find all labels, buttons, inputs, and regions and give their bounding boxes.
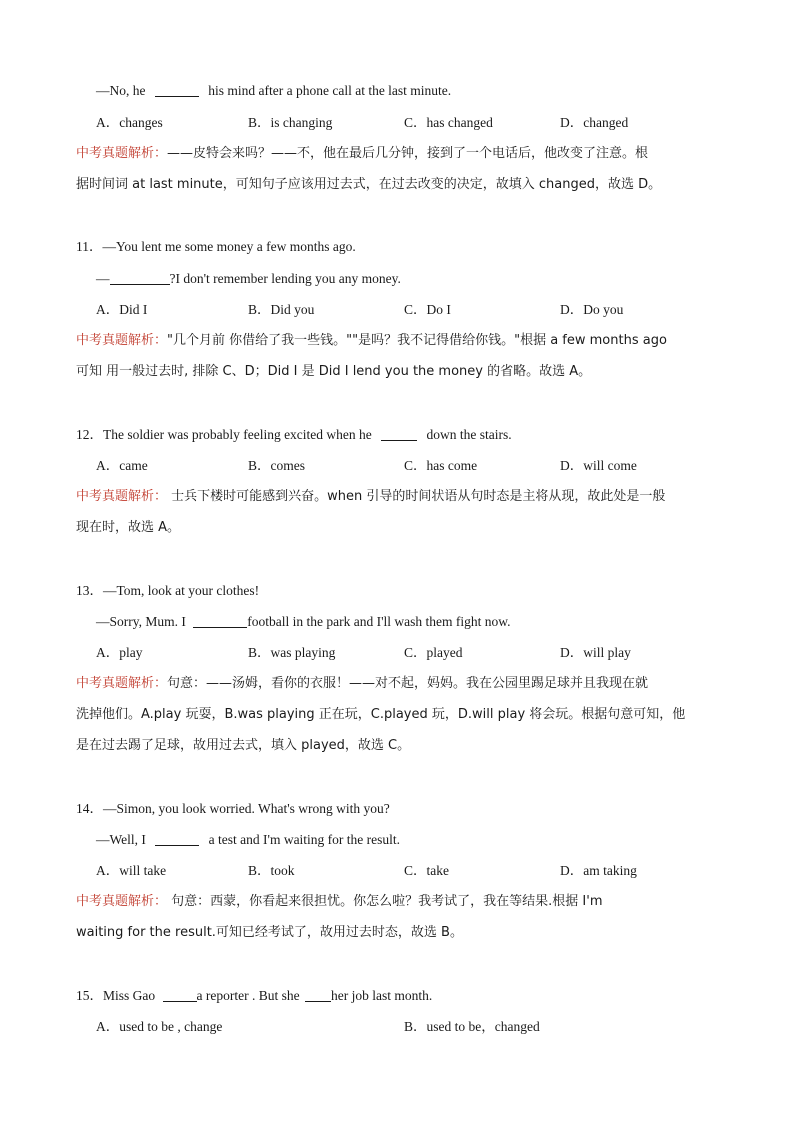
q14-answer-line [96,831,400,849]
q14-option-d: D．am taking [560,863,637,878]
analysis-label: 中考真题解析： [76,146,168,161]
q15-line-middle: a reporter . But she [196,988,300,1003]
q11-question: 11．—You lent me some money a few months ago. [76,239,356,254]
q11-analysis [76,332,667,350]
q10-analysis [76,145,648,163]
q15-line-end: her job last month. [330,988,433,1003]
q15-option-a: A．used to be , change [96,1019,223,1034]
answer-blank [163,988,197,1002]
analysis-label: 中考真题解析： [76,489,168,504]
analysis-label: 中考真题解析： [76,333,168,348]
q14-option-a: A．will take [96,863,167,878]
q14-option-c: C．take [404,863,449,878]
q12-option-a: A．came [96,458,148,473]
answer-blank [155,832,199,846]
answer-blank [305,988,331,1002]
q12-option-b: B．comes [248,458,305,473]
q11-option-d: D．Do you [560,302,624,317]
q12-analysis-text-2: 现在时，故选 A。 [76,520,181,535]
q14-option-b: B．took [248,863,295,878]
q10-analysis-text-2: 据时间词 at last minute，可知句子应该用过去式，在过去改变的决定，故填入 changed，故选 D。 [76,177,662,192]
q13-line-start: —Sorry, Mum. I [96,614,186,629]
q13-line-end: football in the park and I'll wash them fight now. [247,614,511,629]
analysis-label: 中考真题解析： [76,676,168,691]
q10-analysis-text-1: ——皮特会来吗？——不，他在最后几分钟，接到了一个电话后，他改变了注意。根 [167,146,649,161]
q10-option-c: C．has changed [404,115,493,130]
q13-analysis-text-1: 句意：——汤姆，看你的衣服！——对不起，妈妈。我在公园里踢足球并且我现在就 [167,676,649,691]
q14-question: 14．—Simon, you look worried. What's wrong with you? [76,801,390,816]
q12-line-end: down the stairs. [426,427,512,442]
q13-answer-line [96,613,511,631]
q14-line-start: —Well, I [96,832,146,847]
q13-analysis-text-3: 是在过去踢了足球，故用过去式，填入 played，故选 C。 [76,738,411,753]
q14-analysis-text-2: waiting for the result.可知已经考试了，故用过去时态，故选 B。 [76,925,463,940]
q12-option-c: C．has come [404,458,478,473]
q10-answer-line [96,82,451,100]
q12-question [76,426,512,444]
q15-question [76,987,432,1005]
q13-question: 13．—Tom, look at your clothes! [76,583,260,598]
answer-blank [110,271,170,285]
q10-option-d: D．changed [560,115,629,130]
q13-option-d: D．will play [560,645,631,660]
q14-line-end: a test and I'm waiting for the result. [208,832,401,847]
q10-line-end: his mind after a phone call at the last minute. [208,83,452,98]
q11-option-b: B．Did you [248,302,315,317]
analysis-label: 中考真题解析： [76,894,168,909]
q13-option-c: C．played [404,645,463,660]
q13-analysis [76,675,648,693]
q13-option-b: B．was playing [248,645,336,660]
q11-analysis-text-2: 可知 用一般过去时, 排除 C、D；Did I 是 Did I lend you the money 的省略。故选 A。 [76,364,592,379]
q11-line-start: — [96,271,110,286]
q12-analysis [76,488,665,506]
q15-option-b: B．used to be，changed [404,1019,540,1034]
q14-analysis-text-1: 句意：西蒙，你看起来很担忧。你怎么啦？我考试了，我在等结果.根据 I'm [167,894,603,909]
q12-analysis-text-1: 士兵下楼时可能感到兴奋。when 引导的时间状语从句时态是主将从现，故此处是一般 [167,489,666,504]
q14-analysis [76,893,602,911]
q13-analysis-text-2: 洗掉他们。A.play 玩耍，B.was playing 正在玩，C.played 玩，D.will play 将会玩。根据句意可知，他 [76,707,686,722]
answer-blank [193,614,247,628]
q15-line-start: 15．Miss Gao [76,988,156,1003]
q12-option-d: D．will come [560,458,637,473]
q11-analysis-text-1: "几个月前 你借给了我一些钱。""是吗？我不记得借给你钱。"根据 a few months ago [167,333,667,348]
q10-line-start: —No, he [96,83,146,98]
q11-option-a: A．Did I [96,302,148,317]
q11-line-end: ?I don't remember lending you any money. [169,271,401,286]
answer-blank [155,83,199,97]
answer-blank [381,427,417,441]
q10-option-b: B．is changing [248,115,333,130]
q12-line-start: 12．The soldier was probably feeling excited when he [76,427,372,442]
q11-answer-line [96,270,401,288]
q13-option-a: A．play [96,645,143,660]
q10-option-a: A．changes [96,115,163,130]
q11-option-c: C．Do I [404,302,451,317]
